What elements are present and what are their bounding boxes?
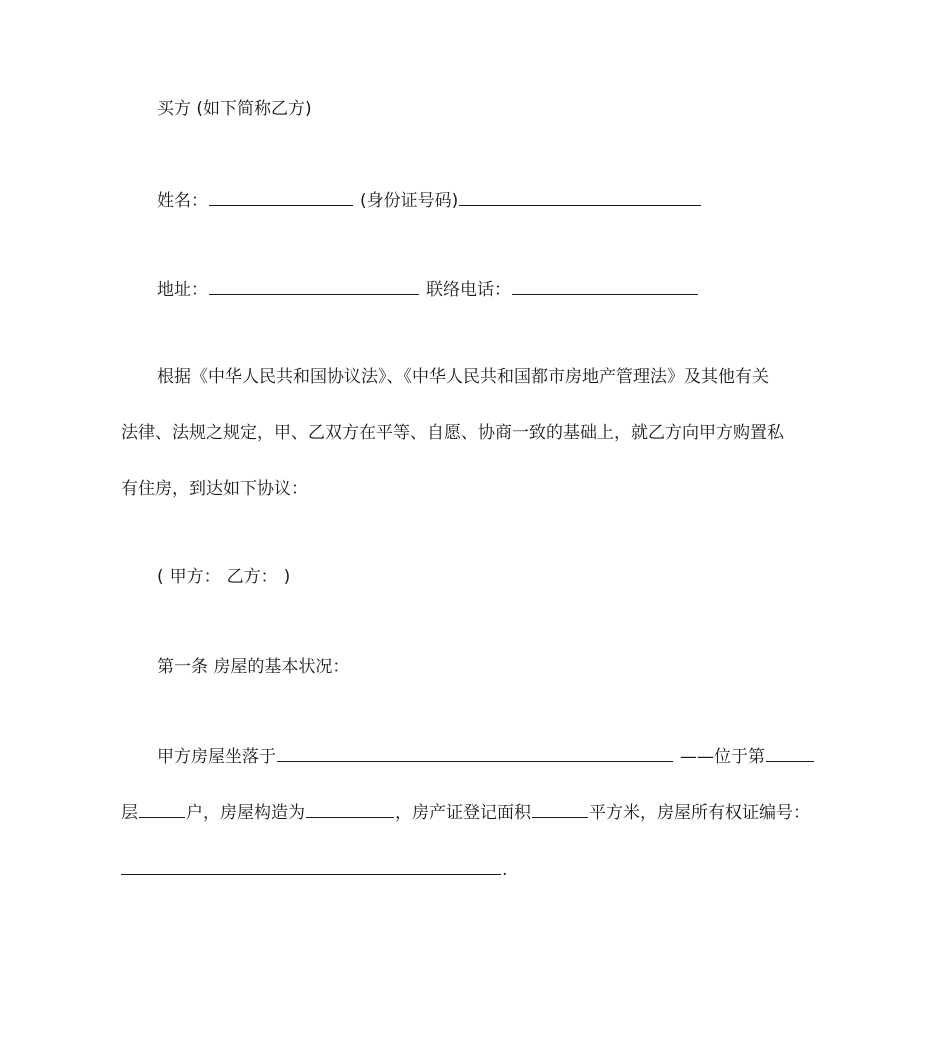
party-a-label: 甲方： — [169, 567, 221, 587]
id-number-label: (身份证号码) — [360, 191, 459, 211]
floor-number-blank[interactable] — [766, 744, 814, 762]
structure-blank[interactable] — [306, 800, 394, 818]
house-location-line — [157, 744, 847, 768]
phone-blank[interactable] — [512, 277, 698, 295]
parties-close-paren: ) — [283, 567, 291, 587]
area-unit-label: 平方米，房屋所有权证编号： — [589, 803, 810, 823]
name-line — [157, 188, 847, 212]
position-label: ——位于第 — [680, 747, 765, 767]
intro-line-3: 有住房，到达如下协议： — [121, 479, 308, 499]
name-label: 姓名： — [157, 191, 208, 211]
address-label: 地址： — [157, 280, 208, 300]
location-blank[interactable] — [277, 744, 673, 762]
certificate-number-blank[interactable] — [121, 857, 501, 875]
certificate-number-line — [121, 857, 841, 881]
buyer-heading: 买方 (如下简称乙方) — [157, 99, 312, 119]
intro-line-2: 法律、法规之规定，甲、乙双方在平等、自愿、协商一致的基础上，就乙方向甲方购置私 — [121, 423, 784, 443]
area-blank[interactable] — [532, 800, 588, 818]
name-blank[interactable] — [209, 188, 353, 206]
location-label: 甲方房屋坐落于 — [157, 747, 276, 767]
id-number-blank[interactable] — [459, 188, 701, 206]
phone-label: 联络电话： — [426, 280, 511, 300]
party-b-label: 乙方： — [226, 567, 278, 587]
floor-label: 层 — [121, 803, 138, 823]
end-period: . — [502, 860, 508, 880]
address-line — [157, 277, 847, 301]
house-details-line — [121, 800, 841, 824]
parties-line — [157, 566, 847, 588]
unit-number-blank[interactable] — [139, 800, 185, 818]
unit-label: 户，房屋构造为 — [186, 803, 305, 823]
parties-open-paren: ( — [157, 567, 164, 587]
intro-line-1: 根据《中华人民共和国协议法》、《中华人民共和国都市房地产管理法》及其他有关 — [157, 367, 769, 387]
article-one-title: 第一条 房屋的基本状况： — [157, 657, 350, 677]
area-label: ，房产证登记面积 — [395, 803, 531, 823]
address-blank[interactable] — [209, 277, 419, 295]
